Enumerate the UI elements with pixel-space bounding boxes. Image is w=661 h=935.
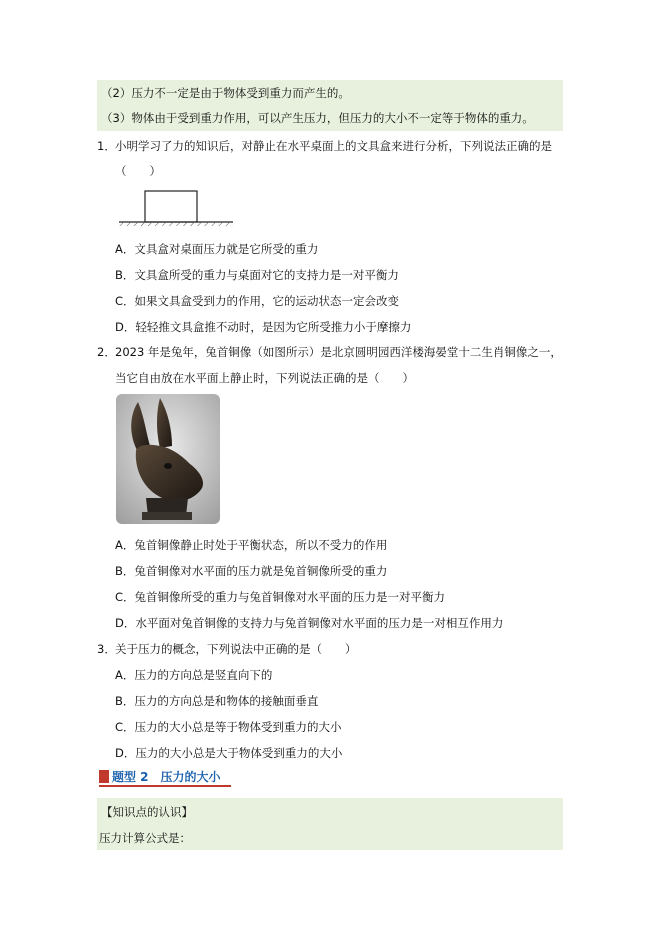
rabbit-head-bronze-photo <box>116 394 220 524</box>
section-title: 题型 2 压力的大小 <box>112 770 221 784</box>
question-3-option-b[interactable]: B．压力的方向总是和物体的接触面垂直 <box>115 694 319 708</box>
question-3-option-d[interactable]: D．压力的大小总是大于物体受到重力的大小 <box>115 746 343 760</box>
formula-line: 压力计算公式是： <box>99 831 191 845</box>
question-2-option-d[interactable]: D．水平面对兔首铜像的支持力与兔首铜像对水平面的压力是一对相互作用力 <box>115 616 504 630</box>
section-title-underline <box>99 785 231 787</box>
table-hatching <box>119 222 233 226</box>
section-marker <box>99 770 109 783</box>
question-3-option-a[interactable]: A．压力的方向总是竖直向下的 <box>115 668 273 682</box>
pencil-box-on-table-figure <box>117 186 235 226</box>
question-2-option-a[interactable]: A．兔首铜像静止时处于平衡状态，所以不受力的作用 <box>115 538 388 552</box>
question-1-option-d[interactable]: D．轻轻推文具盒推不动时，是因为它所受推力小于摩擦力 <box>115 320 412 334</box>
question-3-stem: 关于压力的概念，下列说法中正确的是（ ） <box>115 642 357 656</box>
question-1-option-b[interactable]: B．文具盒所受的重力与桌面对它的支持力是一对平衡力 <box>115 268 399 282</box>
question-2-stem: 2023 年是兔年，兔首铜像（如图所示）是北京圆明园西洋楼海晏堂十二生肖铜像之一， <box>115 345 562 359</box>
question-2-option-c[interactable]: C．兔首铜像所受的重力与兔首铜像对水平面的压力是一对平衡力 <box>115 590 446 604</box>
question-2-option-b[interactable]: B．兔首铜像对水平面的压力就是兔首铜像所受的重力 <box>115 564 388 578</box>
question-1-blank: （ ） <box>115 164 161 178</box>
question-2-stem-line-2: 当它自由放在水平面上静止时，下列说法正确的是（ ） <box>115 371 414 385</box>
question-1-option-c[interactable]: C．如果文具盒受到力的作用，它的运动状态一定会改变 <box>115 294 400 308</box>
pencil-box-shape <box>145 191 197 222</box>
knowledge-line-3: （3）物体由于受到重力作用，可以产生压力，但压力的大小不一定等于物体的重力。 <box>101 111 534 125</box>
question-1-option-a[interactable]: A．文具盒对桌面压力就是它所受的重力 <box>115 242 319 256</box>
question-3-number: 3． <box>97 642 116 656</box>
question-2-number: 2． <box>97 345 116 359</box>
question-1-stem: 小明学习了力的知识后，对静止在水平桌面上的文具盒来进行分析，下列说法正确的是 <box>115 139 552 153</box>
knowledge-line-2: （2）压力不一定是由于物体受到重力而产生的。 <box>101 86 350 100</box>
question-1-number: 1． <box>97 139 116 153</box>
knowledge-label: 【知识点的认识】 <box>101 805 193 819</box>
question-3-option-c[interactable]: C．压力的大小总是等于物体受到重力的大小 <box>115 720 342 734</box>
